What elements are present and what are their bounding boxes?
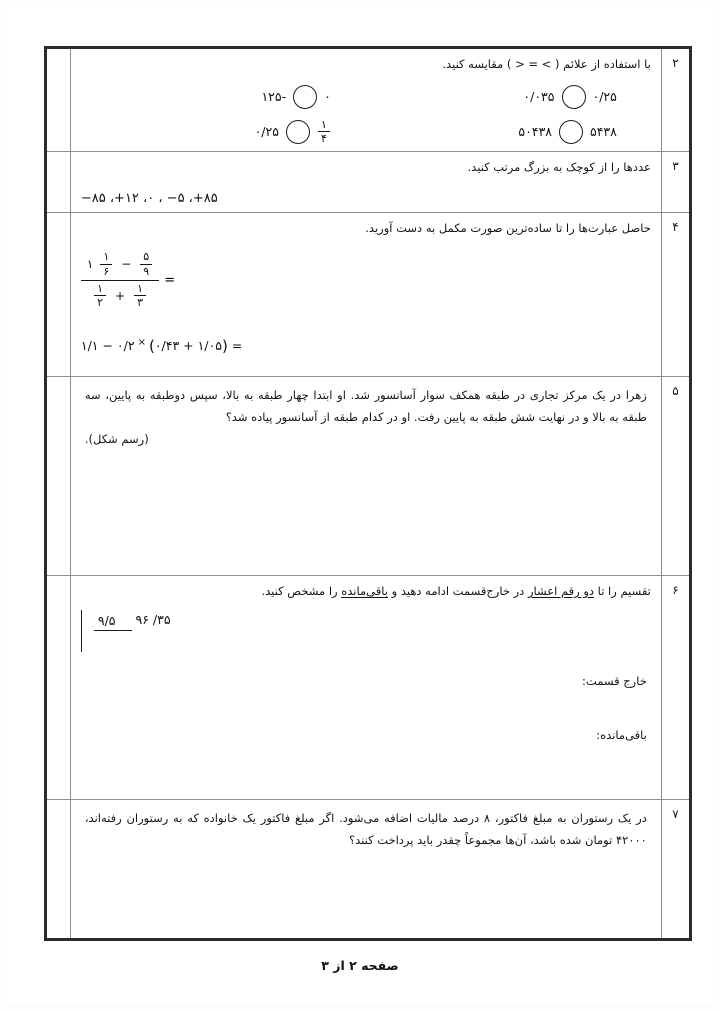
- exam-questions-table: [44, 46, 692, 941]
- operator-minus: −: [121, 257, 132, 272]
- table-row: [46, 48, 691, 152]
- table-row: [46, 799, 691, 939]
- equals-sign: =: [231, 337, 243, 353]
- fraction-one-half: [94, 283, 106, 309]
- quotient-answer-label: خارج قسمت:: [582, 674, 647, 689]
- expression-part-two: ۰/۴۳ + ۱/۰۵: [154, 337, 222, 353]
- compare-column-right: [347, 84, 651, 145]
- question-number-4: ۴: [661, 212, 690, 376]
- expression-part-one: ۱/۱ − ۰/۲: [80, 337, 135, 353]
- fraction-numerator: ۱: [94, 283, 106, 297]
- compare-left-value: ۰/۲۵: [592, 89, 617, 105]
- fraction-denominator: ۲: [97, 296, 103, 310]
- compare-column-left: [81, 84, 347, 145]
- division-layout: [81, 610, 179, 652]
- operator-plus: +: [115, 288, 126, 303]
- decimal-expression: [81, 337, 651, 355]
- compare-right-value: ۵۰۴۳۸: [518, 124, 552, 140]
- heading-text-part-3: را مشخص کنید.: [261, 583, 342, 598]
- comparison-circle-blank[interactable]: [293, 85, 317, 109]
- question-body-4: [70, 212, 661, 376]
- question-heading-2: با استفاده از علائم ( > = < ) مقایسه کنید.: [442, 57, 651, 71]
- number-sequence: −۸۵ ،+۱۲ ،۰ ، −۵ ،+۸۵: [80, 190, 218, 206]
- fraction-numerator: ۱: [318, 119, 330, 133]
- multiplication-sign: ×: [137, 336, 146, 348]
- close-paren: ): [221, 336, 228, 355]
- heading-underlined-decimals: دو رقم اعشار: [527, 583, 595, 598]
- question-note-5: (رسم شکل).: [84, 432, 149, 447]
- question-paragraph-7: در یک رستوران به مبلغ فاکتور، ۸ درصد مالیات اضافه می‌شود. اگر مبلغ فاکتور یک خانواده که به رستوران رفته‌اند، ۴۲۰۰۰ تومان شده باشد، آن‌ها مجموعاً چقدر باید پرداخت کنند؟: [84, 810, 647, 848]
- question-body-6: [70, 575, 661, 799]
- question-paragraph-5: زهرا در یک مرکز تجاری در طبقه همکف سوار آسانسور شد. او ابتدا چهار طبقه به بالا، سپس دوطبقه به پایین، سه طبقه به بالا و در نهایت شش طبقه به پایین رفت. او در کدام طبقه از آسانسور پیاده شد؟: [84, 387, 647, 425]
- compare-pair: [81, 119, 331, 145]
- compare-area: [81, 84, 651, 145]
- question-body-7: [70, 799, 661, 939]
- question-body-5: [70, 376, 661, 575]
- whole-number: ۱: [86, 257, 94, 272]
- equals-sign: =: [164, 272, 176, 288]
- heading-text-part-1: تقسیم را تا: [594, 583, 651, 598]
- complex-fraction-denominator: [81, 281, 159, 311]
- compare-left-value: ۵۴۳۸: [590, 124, 617, 140]
- left-margin-cell: [46, 376, 71, 575]
- compare-pair: [81, 84, 331, 110]
- left-margin-cell: [46, 575, 71, 799]
- question-number-3: ۳: [661, 151, 690, 212]
- question-heading-4: حاصل عبارت‌ها را تا ساده‌ترین صورت مکمل به دست آورید.: [365, 220, 651, 235]
- table-row: [46, 212, 691, 376]
- complex-fraction: [81, 249, 159, 310]
- fraction-numerator: ۵: [140, 251, 152, 265]
- open-paren: (: [148, 336, 155, 355]
- left-margin-cell: [46, 48, 71, 152]
- comparison-circle-blank[interactable]: [562, 85, 586, 109]
- heading-underlined-remainder: باقی‌مانده: [341, 583, 388, 598]
- table-row: [46, 575, 691, 799]
- division-bracket: [81, 610, 132, 652]
- question-body-2: [70, 48, 661, 152]
- division-dividend: ۹۶ /۳۵: [135, 612, 171, 628]
- question-number-5: ۵: [661, 376, 690, 575]
- comparison-circle-blank[interactable]: [559, 120, 583, 144]
- complex-fraction-expression: [81, 249, 651, 310]
- fraction-denominator: ۶: [103, 264, 110, 278]
- comparison-circle-blank[interactable]: [286, 120, 310, 144]
- fraction-numerator: ۱: [100, 251, 112, 265]
- left-margin-cell: [46, 212, 71, 376]
- question-body-3: [70, 151, 661, 212]
- page-sheet: [8, 6, 712, 1004]
- compare-left-value: ۰: [324, 89, 331, 105]
- division-divisor: ۹/۵: [94, 611, 132, 631]
- page-footer: صفحه ۲ از ۳: [321, 958, 399, 973]
- complex-fraction-numerator: [81, 249, 159, 280]
- table-row: [46, 151, 691, 212]
- heading-text-part-2: در خارج‌قسمت ادامه دهید و: [387, 583, 528, 598]
- question-number-2: ۲: [661, 48, 690, 152]
- compare-pair: [347, 84, 617, 110]
- left-margin-cell: [46, 151, 71, 212]
- table-row: [46, 376, 691, 575]
- compare-right-value: ۰/۰۳۵: [523, 89, 555, 105]
- compare-right-value: ۰/۲۵: [254, 124, 279, 140]
- fraction-one-sixth: [100, 251, 112, 277]
- question-heading-6: [81, 583, 651, 601]
- long-division-area: [81, 610, 651, 652]
- remainder-answer-label: باقی‌مانده:: [596, 728, 647, 743]
- left-margin-cell: [46, 799, 71, 939]
- fraction-denominator: ۳: [137, 296, 143, 310]
- fraction-denominator: ۴: [320, 132, 327, 146]
- fraction-denominator: ۹: [143, 264, 150, 278]
- fraction-one-quarter: [318, 119, 330, 145]
- fraction-numerator: ۱: [134, 283, 146, 297]
- question-number-7: ۷: [661, 799, 690, 939]
- compare-pair: [347, 119, 617, 145]
- question-heading-3: عددها را از کوچک به بزرگ مرتب کنید.: [467, 159, 651, 174]
- fraction-five-ninths: [140, 251, 152, 277]
- question-number-6: ۶: [661, 575, 690, 799]
- compare-right-value: -۱۲۵: [261, 89, 287, 105]
- fraction-one-third: [134, 283, 146, 309]
